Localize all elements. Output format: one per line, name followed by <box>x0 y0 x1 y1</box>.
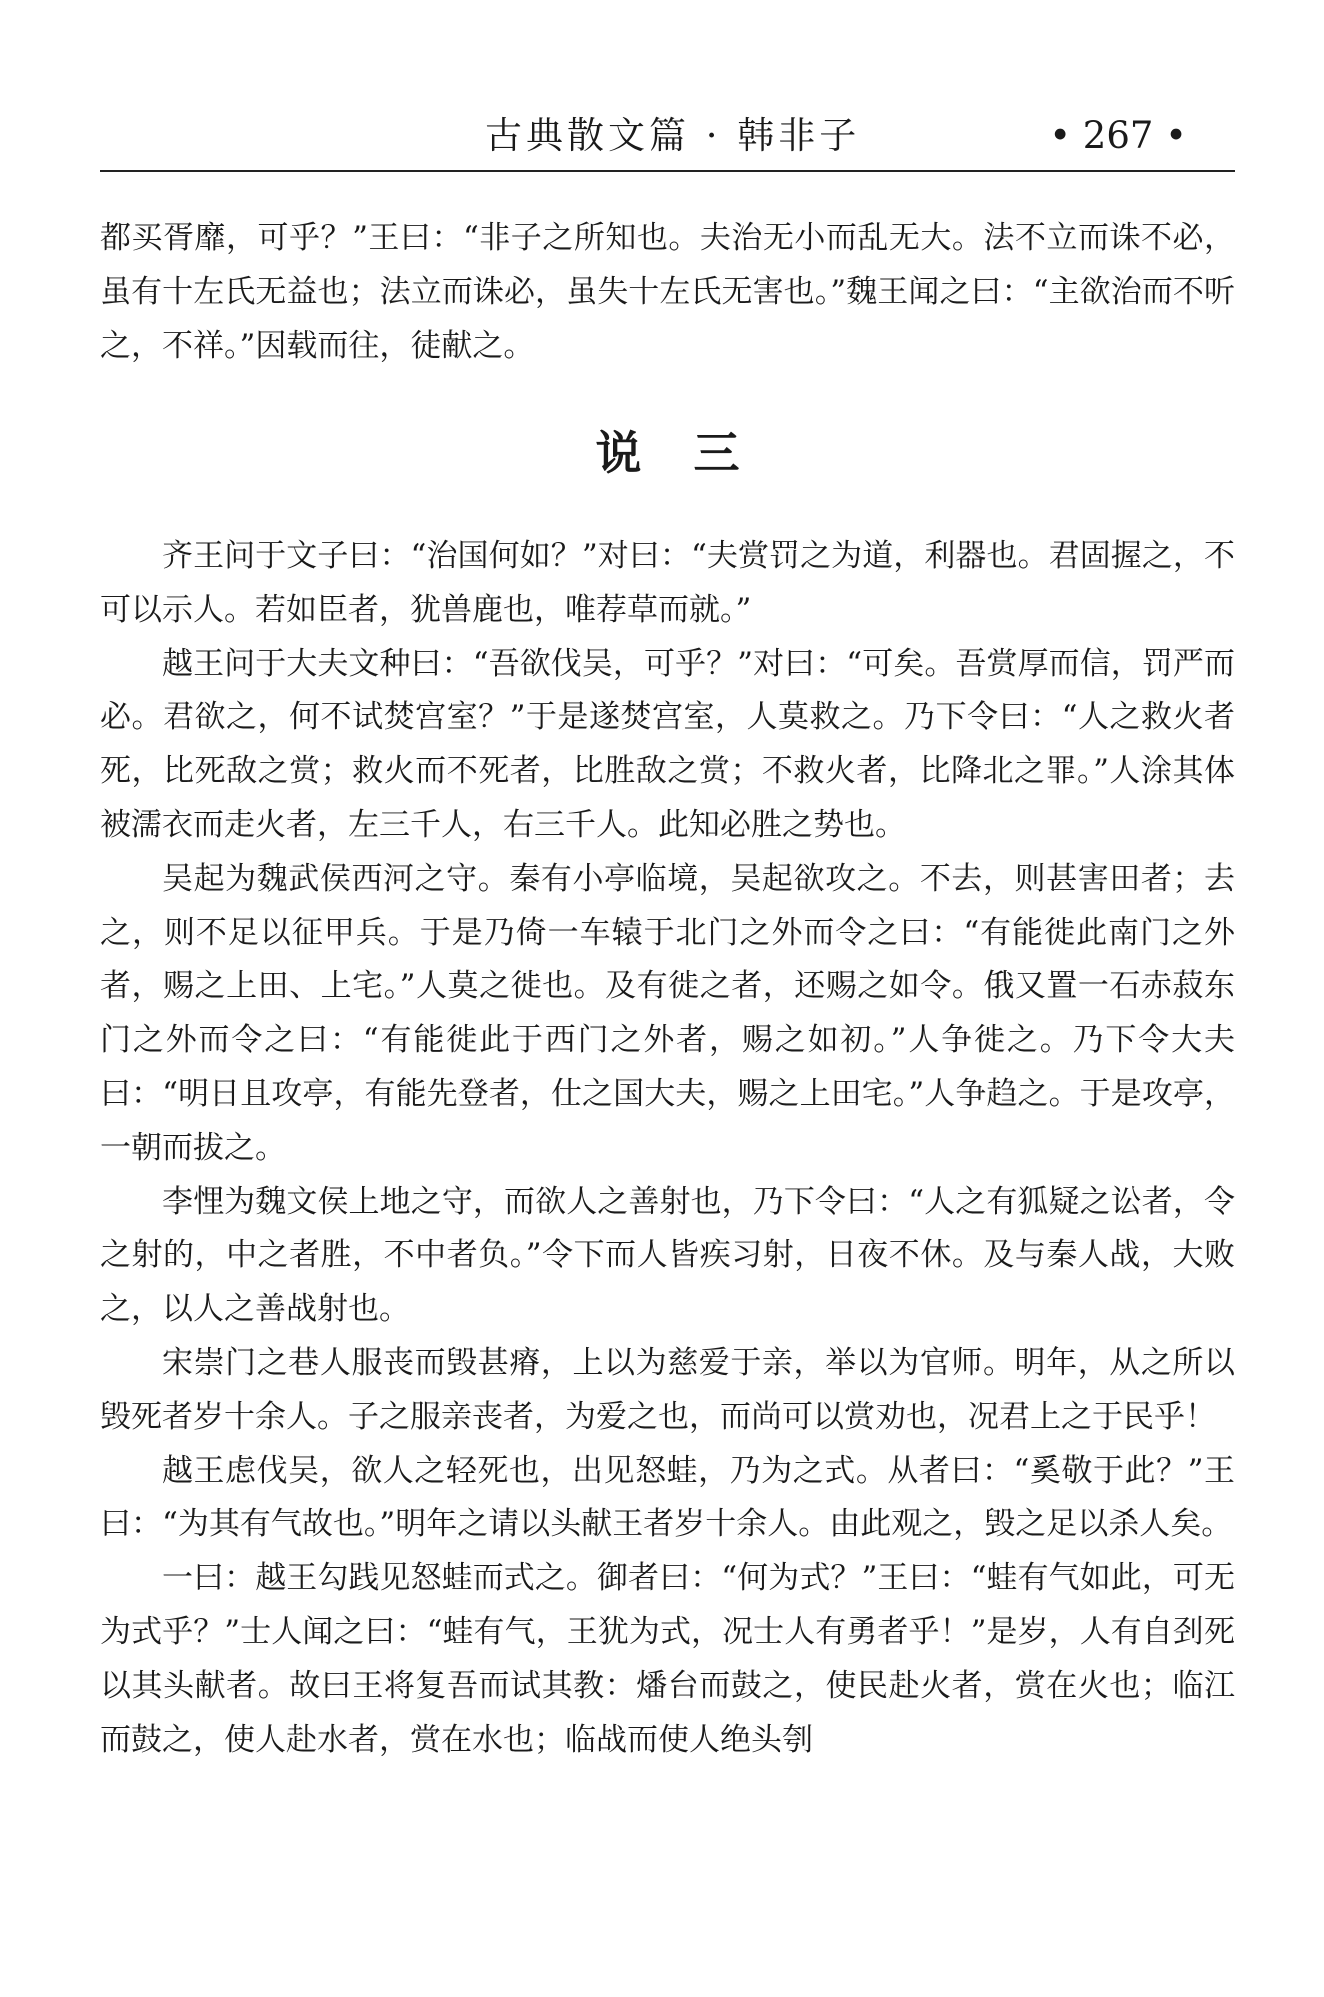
paragraph: 越王问于大夫文种曰：“吾欲伐吴，可乎？”对曰：“可矣。吾赏厚而信，罚严而必。君欲之，何不试焚宫室？”于是遂焚宫室，人莫救之。乃下令曰：“人之救火者死，比死敌之赏；救火而不死者，比胜敌之赏；不救火者，比降北之罪。”人涂其体被濡衣而走火者，左三千人，右三千人。此知必胜之势也。 <box>100 645 1235 843</box>
running-header-title: 古典散文篇 · 韩非子 <box>485 114 861 157</box>
carryover-paragraph: 都买胥靡，可乎？”王曰：“非子之所知也。夫治无小而乱无大。法不立而诛不必，虽有十左氏无益也；法立而诛必，虽失十左氏无害也。”魏王闻之曰：“主欲治而不听之，不祥。”因载而往，徒献之。 <box>100 220 1235 364</box>
section-body <box>100 530 1235 1767</box>
paragraph: 李悝为魏文侯上地之守，而欲人之善射也，乃下令曰：“人之有狐疑之讼者，令之射的，中之者胜，不中者负。”令下而人皆疾习射，日夜不休。及与秦人战，大败之，以人之善战射也。 <box>100 1183 1235 1328</box>
section-heading: 说三 <box>595 426 792 480</box>
paragraph: 一曰：越王勾践见怒蛙而式之。御者曰：“何为式？”王曰：“蛙有气如此，可无为式乎？”士人闻之曰：“蛙有气，王犹为式，况士人有勇者乎！”是岁，人有自刭死以其头献者。故曰王将复吾而试其教：燔台而鼓之，使民赴火者，赏在火也；临江而鼓之，使人赴水者，赏在水也；临战而使人绝头刳 <box>100 1560 1235 1758</box>
running-header <box>100 108 1235 164</box>
header-rule <box>100 170 1235 172</box>
paragraph: 越王虑伐吴，欲人之轻死也，出见怒蛙，乃为之式。从者曰：“奚敬于此？”王曰：“为其有气故也。”明年之请以头献王者岁十余人。由此观之，毁之足以杀人矣。 <box>100 1452 1235 1543</box>
paragraph: 齐王问于文子曰：“治国何如？”对曰：“夫赏罚之为道，利器也。君固握之，不可以示人。若如臣者，犹兽鹿也，唯荐草而就。” <box>100 538 1235 628</box>
paragraph: 宋崇门之巷人服丧而毁甚瘠，上以为慈爱于亲，举以为官师。明年，从之所以毁死者岁十余人。子之服亲丧者，为爱之也，而尚可以赏劝也，况君上之于民乎！ <box>100 1344 1235 1435</box>
paragraph: 吴起为魏武侯西河之守。秦有小亭临境，吴起欲攻之。不去，则甚害田者；去之，则不足以征甲兵。于是乃倚一车辕于北门之外而令之曰：“有能徙此南门之外者，赐之上田、上宅。”人莫之徙也。及有徙之者，还赐之如令。俄又置一石赤菽东门之外而令之曰：“有能徙此于西门之外者，赐之如初。”人争徙之。乃下令大夫曰：“明日且攻亭，有能先登者，仕之国大夫，赐之上田宅。”人争趋之。于是攻亭，一朝而拔之。 <box>100 860 1235 1166</box>
page-number: • 267 • <box>1049 114 1187 157</box>
carryover-text-block <box>100 212 1235 373</box>
